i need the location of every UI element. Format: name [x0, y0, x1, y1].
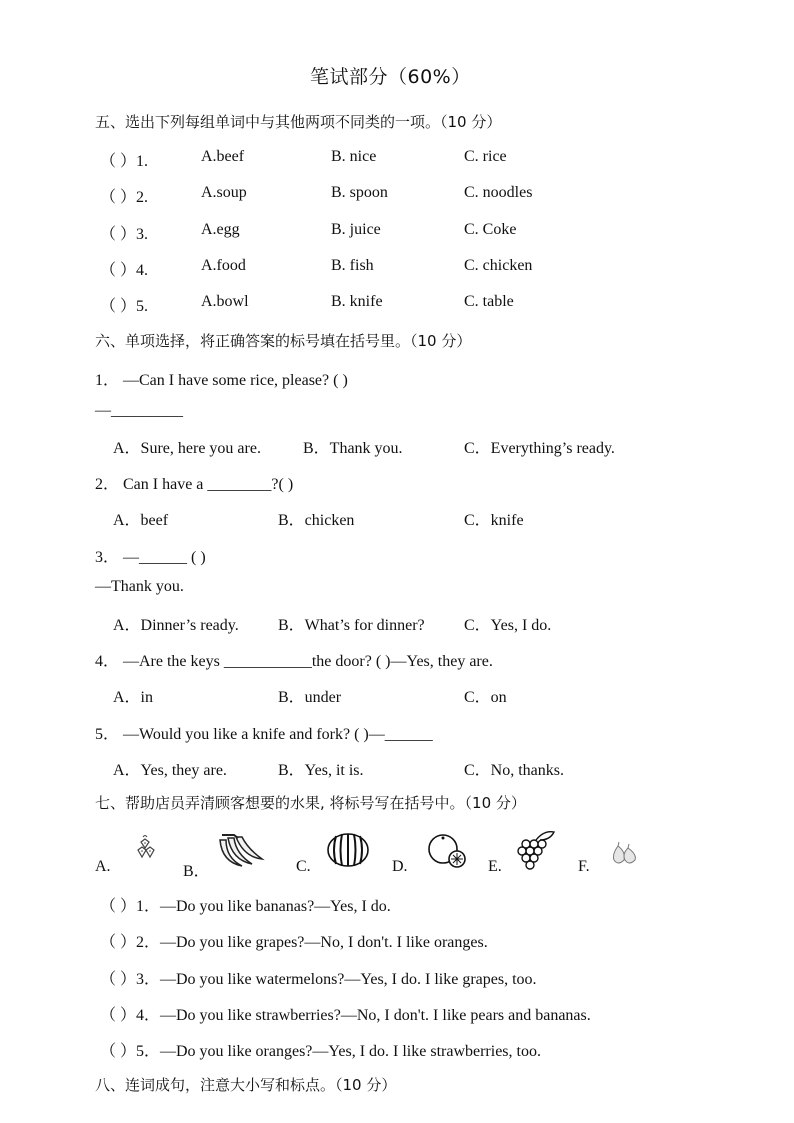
fruit-label-e: E. [488, 858, 502, 875]
question-5-option-a: A．Yes, they are. [113, 762, 227, 779]
answer-bracket[interactable]: （ ）1. [100, 153, 149, 170]
question-4-option-a: A．in [113, 689, 154, 706]
option-c: C. rice [464, 148, 507, 165]
answer-bracket[interactable]: （ ）2. [100, 189, 149, 206]
fruit-label-b: B． [183, 863, 210, 880]
question-1-option-c: C．Everything’s ready. [464, 440, 615, 457]
question-5-option-b: B．Yes, it is. [278, 762, 364, 779]
answer-bracket[interactable]: （ ）5. [100, 298, 149, 315]
fruit-label-d: D. [392, 858, 408, 875]
question-4-stem: 4． —Are the keys ___________the door? ( )—Yes, they are. [95, 653, 493, 670]
answer-bracket[interactable]: （ ）3. [100, 226, 149, 243]
question-2-option-b: B．chicken [278, 512, 355, 529]
option-a: A.soup [201, 184, 247, 201]
option-b: B. fish [331, 257, 374, 274]
section7-item-3: （ ）3．—Do you like watermelons?—Yes, I do. I like grapes, too. [100, 971, 537, 988]
orange-icon [426, 832, 468, 868]
section6-heading: 六、单项选择，将正确答案的标号填在括号里。（10 分） [95, 332, 472, 350]
option-a: A.bowl [201, 293, 249, 310]
question-4-option-c: C．on [464, 689, 507, 706]
option-c: C. table [464, 293, 514, 310]
question-3-option-c: C．Yes, I do. [464, 617, 552, 634]
answer-bracket[interactable]: （ ）4. [100, 262, 149, 279]
question-3-stem: 3． —______ ( ) [95, 549, 206, 566]
question-3-option-b: B．What’s for dinner? [278, 617, 425, 634]
question-2-option-a: A．beef [113, 512, 169, 529]
section7-item-5: （ ）5．—Do you like oranges?—Yes, I do. I like strawberries, too. [100, 1043, 541, 1060]
option-b: B. juice [331, 221, 381, 238]
fruit-label-c: C. [296, 858, 311, 875]
section7-heading: 七、帮助店员弄清顾客想要的水果, 将标号写在括号中。（10 分） [95, 794, 526, 812]
section7-item-4: （ ）4．—Do you like strawberries?—No, I don't. I like pears and bananas. [100, 1007, 591, 1024]
question-1-stem: 1． —Can I have some rice, please? ( ) [95, 372, 348, 389]
section8-heading: 八、连词成句，注意大小写和标点。（10 分） [95, 1076, 397, 1094]
grapes-icon [514, 828, 558, 870]
question-2-stem: 2． Can I have a ________?( ) [95, 476, 294, 493]
page-title: 笔试部分（60%） [310, 66, 471, 88]
watermelon-icon [326, 832, 370, 868]
option-c: C. noodles [464, 184, 533, 201]
question-2-option-c: C．knife [464, 512, 524, 529]
question-5-stem: 5． —Would you like a knife and fork? ( )—______ [95, 726, 433, 743]
fruit-label-f: F. [578, 858, 590, 875]
section7-item-2: （ ）2．—Do you like grapes?—No, I don't. I like oranges. [100, 934, 488, 951]
option-b: B. knife [331, 293, 383, 310]
question-1-option-b: B．Thank you. [303, 440, 403, 457]
strawberries-icon [130, 832, 162, 864]
option-c: C. Coke [464, 221, 517, 238]
question-4-option-b: B．under [278, 689, 342, 706]
bananas-icon [214, 832, 264, 870]
question-3-option-a: A．Dinner’s ready. [113, 617, 239, 634]
section7-item-1: （ ）1．—Do you like bananas?—Yes, I do. [100, 898, 391, 915]
option-c: C. chicken [464, 257, 533, 274]
option-a: A.food [201, 257, 246, 274]
question-1-reply: —_________ [95, 402, 183, 419]
fruit-label-a: A. [95, 858, 111, 875]
question-5-option-c: C．No, thanks. [464, 762, 565, 779]
option-b: B. spoon [331, 184, 388, 201]
option-a: A.egg [201, 221, 240, 238]
section5-heading: 五、选出下列每组单词中与其他两项不同类的一项。（10 分） [95, 113, 502, 131]
question-3-reply: —Thank you. [95, 578, 184, 595]
option-b: B. nice [331, 148, 377, 165]
option-a: A.beef [201, 148, 245, 165]
pears-icon [610, 840, 638, 866]
question-1-option-a: A．Sure, here you are. [113, 440, 261, 457]
